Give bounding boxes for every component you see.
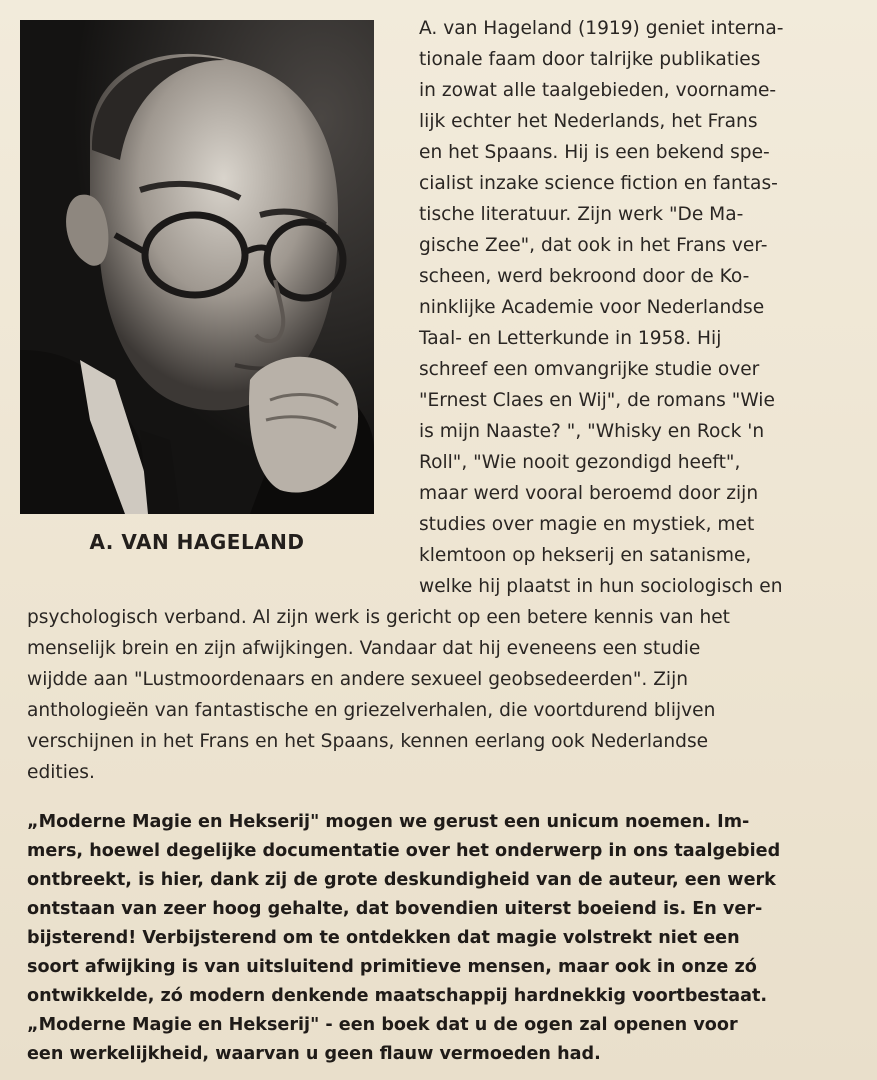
bio-line: ninklijke Academie voor Nederlandse xyxy=(419,297,765,318)
bio-line: psychologisch verband. Al zijn werk is gericht op een betere kennis van het xyxy=(27,607,730,628)
bio-line: A. van Hageland (1919) geniet interna- xyxy=(419,18,784,39)
bio-line: studies over magie en mystiek, met xyxy=(419,514,755,535)
blurb-line: bijsterend! Verbijsterend om te ontdekken dat magie volstrekt niet een xyxy=(27,928,740,948)
blurb-line: ontbreekt, is hier, dank zij de grote deskundigheid van de auteur, een werk xyxy=(27,870,776,890)
bio-line: cialist inzake science fiction en fantas- xyxy=(419,173,778,194)
bio-line: anthologieën van fantastische en griezelverhalen, die voortdurend blijven xyxy=(27,700,716,721)
bio-line: Taal- en Letterkunde in 1958. Hij xyxy=(419,328,722,349)
author-portrait-photo xyxy=(20,20,374,514)
bio-line: klemtoon op hekserij en satanisme, xyxy=(419,545,752,566)
bio-line: lijk echter het Nederlands, het Frans xyxy=(419,111,758,132)
author-name-caption: A. VAN HAGELAND xyxy=(89,530,305,554)
blurb-line: soort afwijking is van uitsluitend primitieve mensen, maar ook in onze zó xyxy=(27,957,757,977)
bio-line: tische literatuur. Zijn werk "De Ma- xyxy=(419,204,744,225)
bio-line: menselijk brein en zijn afwijkingen. Vandaar dat hij eveneens een studie xyxy=(27,638,701,659)
bio-line: is mijn Naaste? ", "Whisky en Rock 'n xyxy=(419,421,765,442)
bio-line: welke hij plaatst in hun sociologisch en xyxy=(419,576,783,597)
blurb-line: ontstaan van zeer hoog gehalte, dat bovendien uiterst boeiend is. En ver- xyxy=(27,899,763,919)
bio-line: wijdde aan "Lustmoordenaars en andere sexueel geobsedeerden". Zijn xyxy=(27,669,689,690)
blurb-line: ontwikkelde, zó modern denkende maatschappij hardnekkig voortbestaat. xyxy=(27,986,768,1006)
blurb-line: „Moderne Magie en Hekserij" - een boek dat u de ogen zal openen voor xyxy=(27,1015,738,1035)
bio-line: scheen, werd bekroond door de Ko- xyxy=(419,266,750,287)
bio-line: en het Spaans. Hij is een bekend spe- xyxy=(419,142,770,163)
bio-line: schreef een omvangrijke studie over xyxy=(419,359,760,380)
bio-line: verschijnen in het Frans en het Spaans, kennen eerlang ook Nederlandse xyxy=(27,731,709,752)
blurb-line: „Moderne Magie en Hekserij" mogen we gerust een unicum noemen. Im- xyxy=(27,812,750,832)
bio-line: gische Zee", dat ook in het Frans ver- xyxy=(419,235,768,256)
bio-line: in zowat alle taalgebieden, voorname- xyxy=(419,80,777,101)
bio-line: edities. xyxy=(27,762,95,783)
bio-line: Roll", "Wie nooit gezondigd heeft", xyxy=(419,452,741,473)
author-portrait-illustration xyxy=(20,20,374,514)
bio-line: tionale faam door talrijke publikaties xyxy=(419,49,761,70)
blurb-line: een werkelijkheid, waarvan u geen flauw vermoeden had. xyxy=(27,1044,601,1064)
bio-line: "Ernest Claes en Wij", de romans "Wie xyxy=(419,390,775,411)
blurb-line: mers, hoewel degelijke documentatie over het onderwerp in ons taalgebied xyxy=(27,841,781,861)
bio-line: maar werd vooral beroemd door zijn xyxy=(419,483,759,504)
